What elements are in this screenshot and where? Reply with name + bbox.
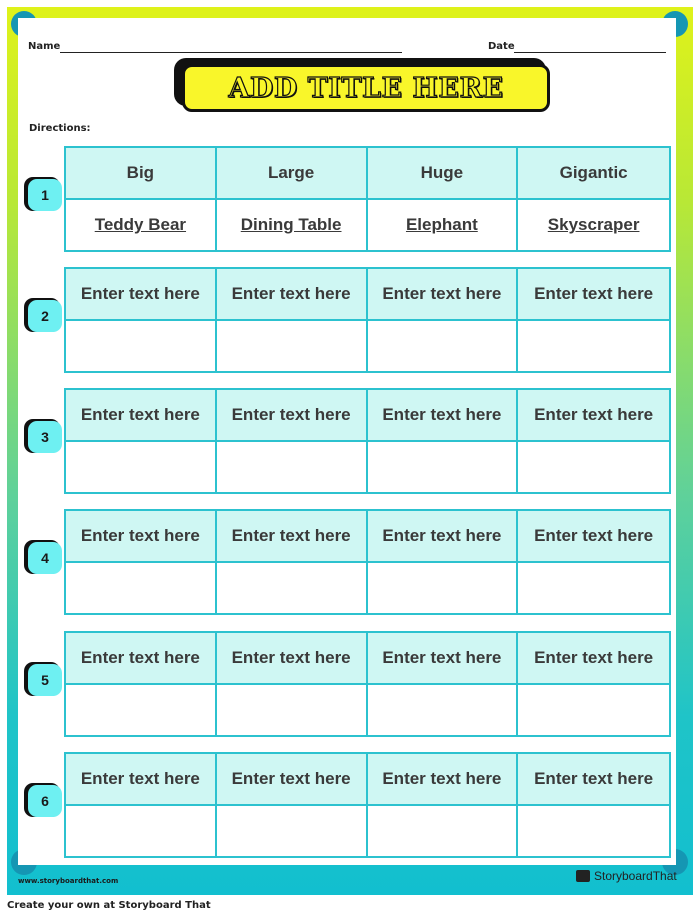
value-cell[interactable]: [368, 321, 519, 371]
name-field[interactable]: [60, 52, 402, 53]
header-cell[interactable]: Enter text here: [368, 754, 519, 806]
speech-bubble-icon: [576, 870, 590, 882]
date-field[interactable]: [514, 52, 666, 53]
value-cell[interactable]: [368, 563, 519, 613]
value-cell[interactable]: [66, 321, 217, 371]
value-cell[interactable]: [518, 442, 669, 492]
name-label: Name: [28, 41, 61, 52]
header-cell[interactable]: Enter text here: [518, 511, 669, 563]
row-table: [64, 631, 671, 737]
value-cell[interactable]: [368, 685, 519, 735]
row-number-badge: 5: [28, 664, 62, 696]
row-number-badge: 4: [28, 542, 62, 574]
directions-label: Directions:: [29, 123, 91, 134]
row-block: [64, 388, 671, 494]
header-cell[interactable]: Large: [217, 148, 368, 200]
row-table: [64, 388, 671, 494]
value-cell[interactable]: [217, 563, 368, 613]
header-cell[interactable]: Enter text here: [217, 511, 368, 563]
row-table: [64, 267, 671, 373]
header-cell[interactable]: Enter text here: [368, 269, 519, 321]
header-cell[interactable]: Enter text here: [217, 754, 368, 806]
value-cell[interactable]: [217, 321, 368, 371]
header-cell[interactable]: Enter text here: [217, 633, 368, 685]
value-cell[interactable]: [368, 806, 519, 856]
value-cell[interactable]: [518, 806, 669, 856]
header-cell[interactable]: Enter text here: [66, 390, 217, 442]
value-cell[interactable]: [518, 685, 669, 735]
header-cell[interactable]: Enter text here: [217, 269, 368, 321]
header-cell[interactable]: Huge: [368, 148, 519, 200]
row-table: [64, 146, 671, 252]
header-cell[interactable]: Enter text here: [368, 511, 519, 563]
storyboardthat-logo[interactable]: [576, 869, 677, 883]
row-table: [64, 752, 671, 858]
logo-text: StoryboardThat: [594, 869, 677, 883]
value-cell[interactable]: [217, 806, 368, 856]
title-banner[interactable]: [182, 64, 550, 112]
date-label: Date: [488, 41, 515, 52]
value-cell[interactable]: [66, 806, 217, 856]
value-cell[interactable]: [217, 685, 368, 735]
header-cell[interactable]: Enter text here: [66, 269, 217, 321]
row-block: [64, 146, 671, 252]
value-cell[interactable]: [66, 685, 217, 735]
header-cell[interactable]: Enter text here: [518, 269, 669, 321]
header-cell[interactable]: Enter text here: [518, 390, 669, 442]
row-number-badge: 2: [28, 300, 62, 332]
header-cell[interactable]: Enter text here: [66, 633, 217, 685]
value-cell[interactable]: Teddy Bear: [66, 200, 217, 250]
value-cell[interactable]: [368, 442, 519, 492]
footer-url: www.storyboardthat.com: [18, 877, 119, 885]
value-cell[interactable]: [66, 442, 217, 492]
header-cell[interactable]: Enter text here: [368, 390, 519, 442]
value-cell[interactable]: [518, 321, 669, 371]
header-cell[interactable]: Enter text here: [368, 633, 519, 685]
header-cell[interactable]: Big: [66, 148, 217, 200]
value-cell[interactable]: [66, 563, 217, 613]
header-cell[interactable]: Enter text here: [66, 511, 217, 563]
row-number-badge: 1: [28, 179, 62, 211]
page-title: ADD TITLE HERE: [228, 72, 504, 104]
row-block: [64, 267, 671, 373]
header-cell[interactable]: Enter text here: [217, 390, 368, 442]
value-cell[interactable]: Skyscraper: [518, 200, 669, 250]
header-cell[interactable]: Enter text here: [66, 754, 217, 806]
row-block: [64, 752, 671, 858]
row-table: [64, 509, 671, 615]
value-cell[interactable]: Dining Table: [217, 200, 368, 250]
header-cell[interactable]: Enter text here: [518, 633, 669, 685]
credit-text: Create your own at Storyboard That: [7, 900, 211, 911]
value-cell[interactable]: Elephant: [368, 200, 519, 250]
row-number-badge: 3: [28, 421, 62, 453]
row-block: [64, 631, 671, 737]
header-cell[interactable]: Enter text here: [518, 754, 669, 806]
row-number-badge: 6: [28, 785, 62, 817]
header-cell[interactable]: Gigantic: [518, 148, 669, 200]
value-cell[interactable]: [518, 563, 669, 613]
value-cell[interactable]: [217, 442, 368, 492]
row-block: [64, 509, 671, 615]
